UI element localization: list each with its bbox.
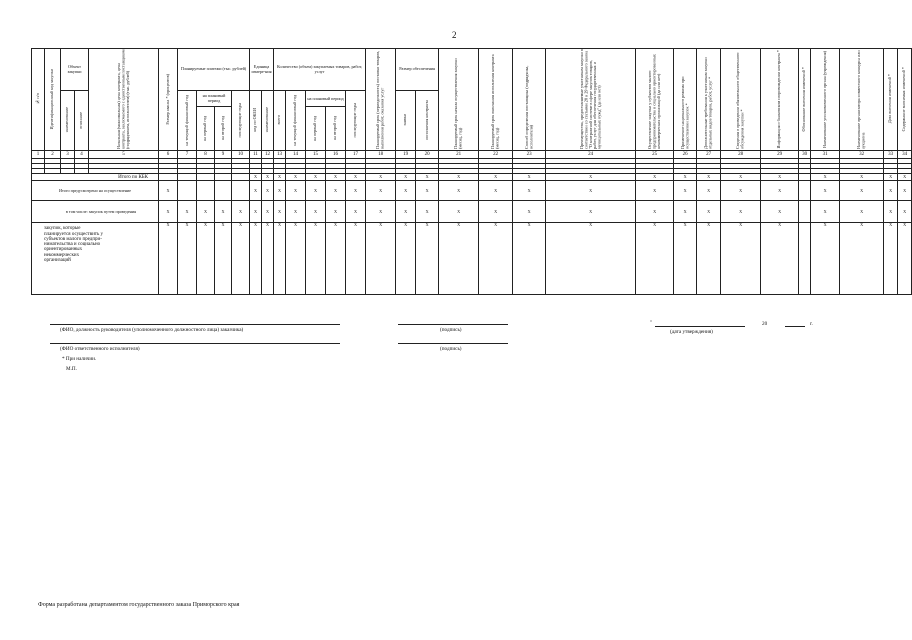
x-mark: X — [396, 223, 416, 295]
header-requirements: Дополнительные требования к участникам закупки отдельных видов товаров, работ, услуг * — [703, 57, 713, 149]
x-mark: X — [697, 174, 721, 181]
col-num: 31 — [811, 151, 840, 159]
row-total-label: Итого предусмотрено на осуществление — [32, 181, 159, 201]
row-kbk — [32, 174, 912, 181]
x-mark: X — [546, 201, 636, 223]
x-mark: X — [178, 201, 197, 223]
x-mark: X — [232, 223, 250, 295]
col-num: 19 — [396, 151, 416, 159]
exec-signature-line — [50, 343, 340, 344]
date-line — [655, 326, 745, 327]
col-num: 13 — [274, 151, 286, 159]
x-mark: X — [250, 181, 262, 201]
col-num: 15 — [306, 151, 326, 159]
col-num: 34 — [898, 151, 912, 159]
header-security: Размер обеспечения — [396, 49, 439, 91]
x-mark: X — [513, 223, 546, 295]
col-num: 23 — [513, 151, 546, 159]
x-mark: X — [306, 174, 326, 181]
header-obj-desc: описание — [78, 111, 84, 129]
x-mark: X — [479, 174, 513, 181]
x-mark: X — [232, 201, 250, 223]
x-mark: X — [274, 223, 286, 295]
header-code: Идентификационный код закупки — [49, 68, 55, 130]
x-mark: X — [250, 223, 262, 295]
header-term: Планируемый срок (периодичность) поставки товаров, выполнения работ, оказания услуг — [375, 50, 385, 149]
header-pay-year2: на второй год — [219, 116, 225, 141]
x-mark: X — [898, 181, 912, 201]
header-payments: Планируемые платежи (тыс. рублей) — [178, 49, 250, 91]
x-mark: X — [721, 201, 761, 223]
head-name-label: (ФИО, должность руководителя (уполномоченного должностного лица) заказчика) — [60, 327, 244, 333]
x-mark: X — [761, 201, 799, 223]
col-num: 29 — [761, 151, 799, 159]
row-kbk-label: Итого по КБК — [32, 174, 159, 181]
header-obj-name: наименование — [64, 107, 70, 133]
x-mark: X — [439, 201, 479, 223]
col-num: 4 — [75, 151, 89, 159]
header-national: Применение национального режима при осуществлении закупок * — [679, 76, 690, 149]
col-num: 11 — [250, 151, 262, 159]
x-mark: X — [396, 201, 416, 223]
x-mark: X — [346, 223, 366, 295]
form-footer: Форма разработана департаментом государственного заказа Приморского края — [38, 602, 240, 608]
x-mark: X — [546, 223, 636, 295]
header-method: Способ определения поставщика (подрядчика, исполнителя) — [523, 65, 534, 149]
x-mark: X — [416, 223, 439, 295]
x-mark: X — [274, 181, 286, 201]
x-mark: X — [674, 181, 697, 201]
x-mark: X — [513, 174, 546, 181]
x-mark: X — [306, 223, 326, 295]
x-mark: X — [840, 201, 884, 223]
col-num: 28 — [721, 151, 761, 159]
col-num: 7 — [178, 151, 197, 159]
x-mark: X — [366, 181, 396, 201]
header-unit: Единица измере-ния — [250, 49, 274, 91]
x-mark: X — [674, 174, 697, 181]
x-mark: X — [416, 201, 439, 223]
x-mark: X — [159, 181, 178, 201]
date-year: 20 — [762, 321, 768, 327]
page-number: 2 — [452, 30, 457, 40]
footnote: * При наличии. — [62, 356, 97, 362]
x-mark: X — [884, 223, 898, 295]
stamp-place: М.П. — [66, 366, 77, 372]
col-num: 30 — [799, 151, 811, 159]
header-change-content: Содержание вносимых изменений * — [901, 66, 907, 132]
row-incl — [32, 201, 912, 223]
exec-name-label: (ФИО ответственного исполнителя) — [60, 346, 140, 352]
col-num: 8 — [197, 151, 215, 159]
col-num: 25 — [636, 151, 674, 159]
header-end: Планируемый срок окончания исполнения контракта (месяц, год) — [490, 54, 500, 149]
header-qty-current: на текущий финансовый год — [292, 94, 298, 146]
x-mark: X — [416, 181, 439, 201]
header-qty-year2: на второй год — [332, 116, 338, 141]
header-price: Начальная (максимальная) цена контракта, цена контракта, заключаемого с единственным поставщиком (подрядчиком, исполнителем) (тыс. рублей) — [115, 49, 130, 149]
x-mark: X — [262, 174, 274, 181]
x-mark: X — [439, 174, 479, 181]
x-mark: X — [286, 174, 306, 181]
col-num: 12 — [262, 151, 274, 159]
col-num: 17 — [346, 151, 366, 159]
col-num: 1 — [32, 151, 45, 159]
col-num: 21 — [439, 151, 479, 159]
x-mark: X — [159, 223, 178, 295]
x-mark: X — [840, 174, 884, 181]
x-mark: X — [636, 201, 674, 223]
x-mark: X — [479, 201, 513, 223]
header-change-date: Дата внесения изменений * — [887, 74, 893, 124]
x-mark: X — [479, 181, 513, 201]
header-discussion: Сведения о проведении обязательного общественного обсуждения закупки * — [735, 52, 745, 149]
col-num: 24 — [546, 151, 636, 159]
header-qty-total: всего — [276, 115, 282, 125]
x-mark: X — [346, 181, 366, 201]
x-mark: X — [513, 181, 546, 201]
row-incl-label: в том числе: закупок путем проведения — [32, 201, 159, 223]
col-num: 2 — [45, 151, 61, 159]
x-mark: X — [546, 181, 636, 201]
header-start: Планируемый срок начала осуществления закупки (месяц, год) — [453, 58, 463, 149]
x-mark: X — [721, 174, 761, 181]
col-num: 3 — [61, 151, 75, 159]
col-num: 27 — [697, 151, 721, 159]
header-justification: Обоснование внесения изменений * — [801, 66, 807, 132]
header-advance: Размер аванса * (процентов) — [164, 73, 170, 125]
header-pay-current: на текущий финансовый год — [183, 94, 189, 146]
x-mark: X — [898, 174, 912, 181]
x-mark: X — [396, 174, 416, 181]
x-mark: X — [439, 223, 479, 295]
head-signature-line — [50, 324, 340, 325]
x-mark: X — [674, 223, 697, 295]
x-mark: X — [721, 223, 761, 295]
header-object: Объект закупки — [61, 49, 89, 91]
x-mark: X — [439, 181, 479, 201]
row-smp — [32, 223, 912, 295]
sign2-line — [398, 343, 508, 344]
col-num: 16 — [326, 151, 346, 159]
x-mark: X — [697, 201, 721, 223]
header-advantages: Преимущества, предоставляемые участникам закупки в соответствии со статьями 28 и 29 Федерального закона "О контрактной системе в сфере закупок товаров, работ, услуг для обеспечения государственных и муниципальных нужд" (да или нет) — [578, 49, 602, 149]
sign1-line — [398, 324, 508, 325]
x-mark: X — [250, 174, 262, 181]
row-smp-label: закупок, которые планируется осуществить у субъектов малого предпри-нимательства и социально ориентированных некоммерческих организаций — [44, 226, 103, 263]
x-mark: X — [884, 181, 898, 201]
x-mark: X — [884, 201, 898, 223]
x-mark: X — [250, 201, 262, 223]
col-num: 6 — [159, 151, 178, 159]
x-mark: X — [546, 174, 636, 181]
col-num: 5 — [89, 151, 159, 159]
header-pay-later: последующие годы — [237, 102, 243, 138]
header-qty-later: последующие годы — [352, 102, 358, 138]
x-mark: X — [262, 223, 274, 295]
col-num: 10 — [232, 151, 250, 159]
x-mark: X — [178, 223, 197, 295]
col-num: 33 — [884, 151, 898, 159]
x-mark: X — [366, 174, 396, 181]
x-mark: X — [286, 201, 306, 223]
x-mark: X — [346, 174, 366, 181]
x-mark: X — [197, 223, 215, 295]
x-mark: X — [840, 181, 884, 201]
x-mark: X — [811, 223, 840, 295]
x-mark: X — [884, 174, 898, 181]
row-total — [32, 181, 912, 201]
x-mark: X — [721, 181, 761, 201]
x-mark: X — [366, 201, 396, 223]
x-mark: X — [811, 181, 840, 201]
header-smp: Осуществление закупки у субъектов малого предпринимательства и социально ориентированных некоммерческих организаций (да или нет) — [646, 54, 661, 149]
header-organizer: Наименование организатора совместного конкурса или аукциона — [856, 50, 866, 149]
x-mark: X — [674, 201, 697, 223]
x-mark: X — [326, 201, 346, 223]
x-mark: X — [811, 201, 840, 223]
col-num: 18 — [366, 151, 396, 159]
date-quote: " — [650, 320, 653, 326]
procurement-plan-table — [31, 48, 908, 286]
header-okei: код по ОКЕИ — [252, 108, 258, 132]
x-mark: X — [636, 174, 674, 181]
x-mark: X — [306, 181, 326, 201]
x-mark: X — [513, 201, 546, 223]
x-mark: X — [274, 174, 286, 181]
x-mark: X — [761, 174, 799, 181]
col-num: 20 — [416, 151, 439, 159]
header-qty-year1: на первый год — [312, 115, 318, 141]
x-mark: X — [306, 201, 326, 223]
header-bank: Информация о банковском сопровождении контракта * — [776, 49, 782, 149]
x-mark: X — [346, 201, 366, 223]
header-num: № п/п — [34, 93, 40, 105]
x-mark: X — [636, 223, 674, 295]
x-mark: X — [697, 223, 721, 295]
header-authority: Наименование уполномоченного органа (учреждения) — [821, 50, 827, 148]
x-mark: X — [326, 174, 346, 181]
x-mark: X — [262, 181, 274, 201]
x-mark: X — [479, 223, 513, 295]
x-mark: X — [215, 223, 232, 295]
column-numbers-row — [32, 151, 912, 159]
sign2-label: (подпись) — [440, 346, 462, 352]
year-suffix: г. — [810, 321, 813, 327]
header-sec-contract: исполнения контракта — [423, 100, 429, 140]
header-sec-bid: заявки — [402, 114, 408, 126]
x-mark: X — [898, 223, 912, 295]
x-mark: X — [636, 181, 674, 201]
approve-date-label: (дата утверждения) — [670, 329, 713, 335]
x-mark: X — [215, 201, 232, 223]
x-mark: X — [898, 201, 912, 223]
x-mark: X — [286, 181, 306, 201]
x-mark: X — [366, 223, 396, 295]
x-mark: X — [262, 201, 274, 223]
x-mark: X — [761, 181, 799, 201]
header-unit-name: наименование — [264, 107, 270, 133]
x-mark: X — [811, 174, 840, 181]
header-quantity: Количество (объем) закупаемых товаров, работ, услуг — [274, 49, 366, 91]
x-mark: X — [840, 223, 884, 295]
header-qty-plan: на плановый период — [306, 91, 346, 107]
x-mark: X — [326, 181, 346, 201]
x-mark: X — [697, 181, 721, 201]
x-mark: X — [396, 181, 416, 201]
header-pay-plan: на плановый период — [197, 91, 232, 107]
sign1-label: (подпись) — [440, 327, 462, 333]
x-mark: X — [286, 223, 306, 295]
x-mark: X — [761, 223, 799, 295]
col-num: 9 — [215, 151, 232, 159]
x-mark: X — [416, 174, 439, 181]
col-num: 32 — [840, 151, 884, 159]
x-mark: X — [197, 201, 215, 223]
year-line — [785, 326, 805, 327]
x-mark: X — [326, 223, 346, 295]
x-mark: X — [274, 201, 286, 223]
x-mark: X — [159, 201, 178, 223]
col-num: 26 — [674, 151, 697, 159]
col-num: 14 — [286, 151, 306, 159]
col-num: 22 — [479, 151, 513, 159]
header-pay-year1: на первый год — [202, 115, 208, 141]
